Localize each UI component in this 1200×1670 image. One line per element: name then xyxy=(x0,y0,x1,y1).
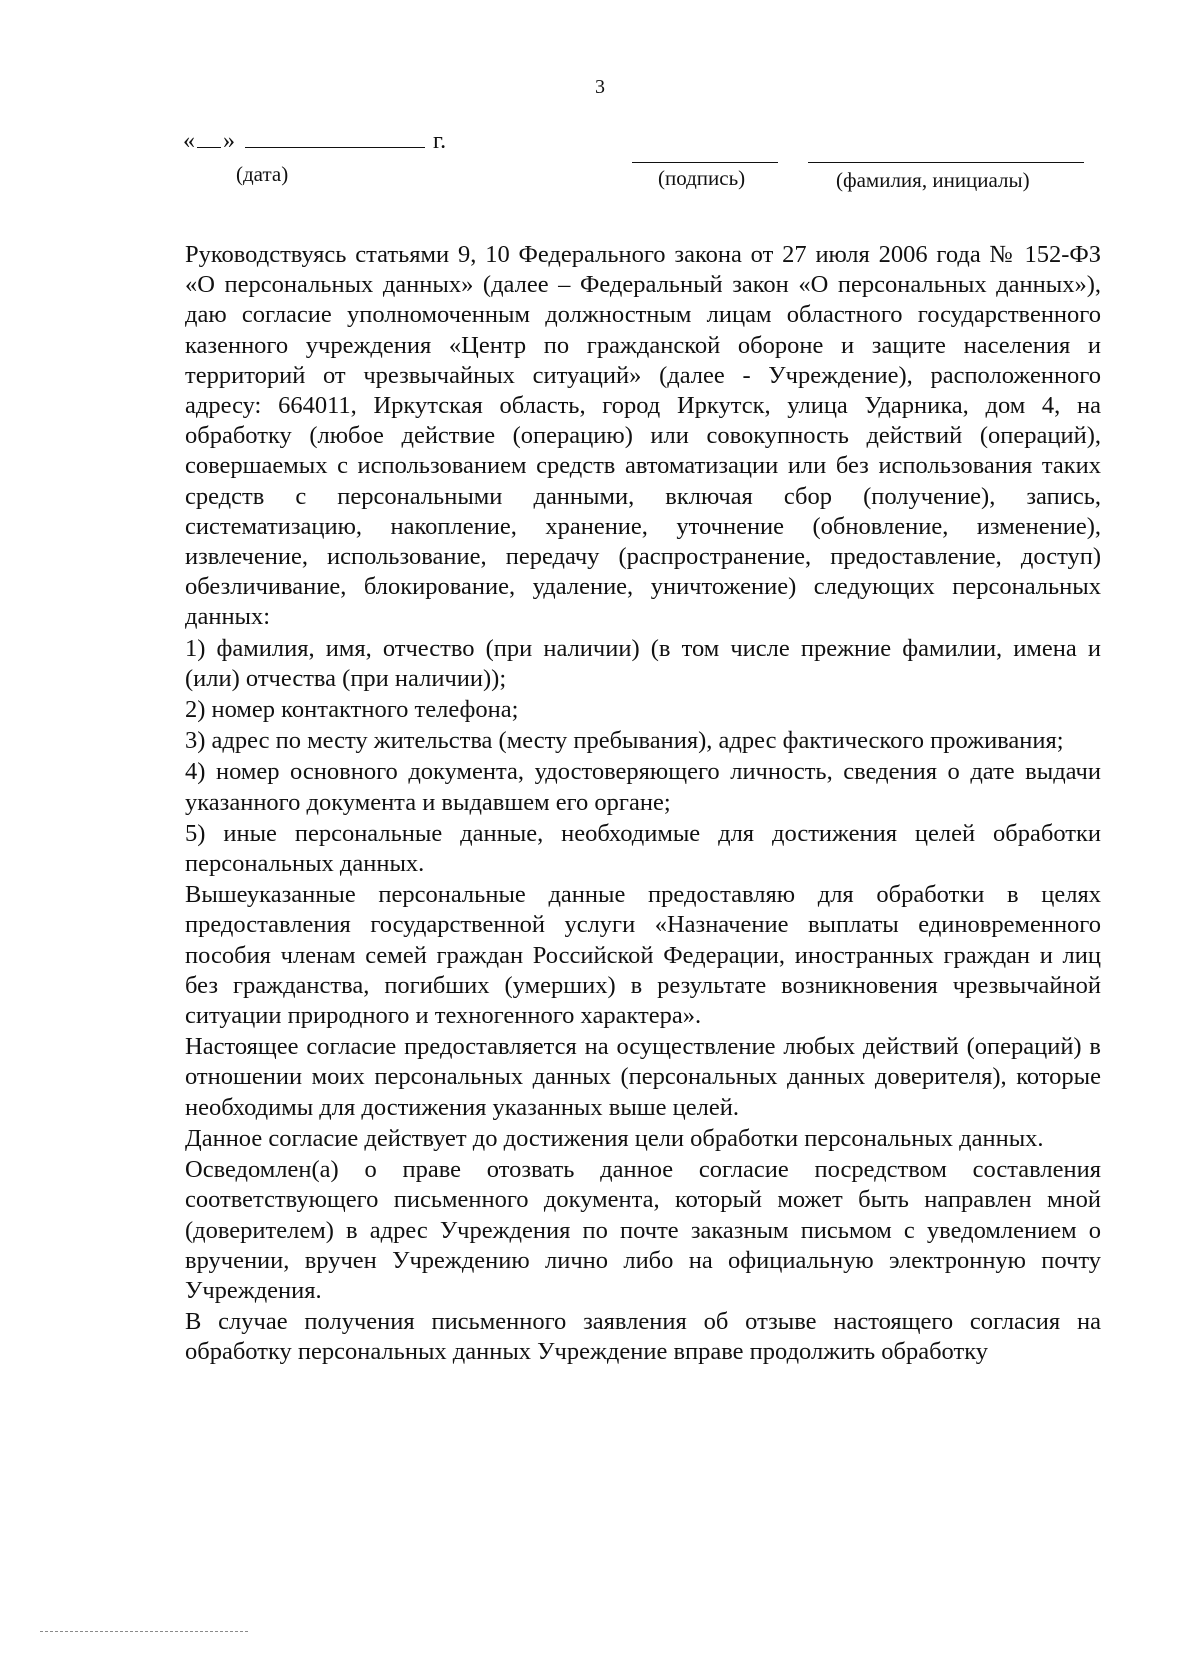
paragraph-revocation-effect: В случае получения письменного заявления об отзыве настоящего согласия на обработку персональных данных Учреждение вправе продолжить обработку xyxy=(185,1308,1101,1366)
date-close-quote: » xyxy=(223,128,235,154)
list-item-full-name: 1) фамилия, имя, отчество (при наличии) (в том числе прежние фамилии, имена и (или) отчества (при наличии)); xyxy=(185,634,1101,692)
list-item-other-data: 5) иные персональные данные, необходимые для достижения целей обработки персональных данных. xyxy=(185,819,1101,878)
date-caption: (дата) xyxy=(236,162,289,186)
paragraph-purpose: Вышеуказанные персональные данные предоставляю для обработки в целях предоставления государственной услуги «Назначение выплаты единовременного пособия членам семей граждан Российской Федерации, иностранных граждан и лиц без гражданства, погибших (умерших) в результате возникновения чрезвычайной ситуации природного и техногенного характера». xyxy=(185,881,1101,1030)
signature-block xyxy=(0,0,1200,220)
page-number: 3 xyxy=(595,76,605,98)
month-year-blank[interactable] xyxy=(245,129,425,148)
year-suffix: г. xyxy=(433,128,447,154)
date-field[interactable] xyxy=(183,128,446,155)
list-item-address: 3) адрес по месту жительства (месту пребывания), адрес фактического проживания; xyxy=(185,727,1064,755)
scan-artifact xyxy=(40,1631,248,1632)
signature-caption: (подпись) xyxy=(658,166,746,190)
paragraph-consent-intro: Руководствуясь статьями 9, 10 Федерального закона от 27 июля 2006 года № 152-ФЗ «О персональных данных» (далее – Федеральный закон «О персональных данных»), даю согласие уполномоченным должностным лицам областного государственного казенного учреждения «Центр по гражданской обороне и защите населения и территорий от чрезвычайных ситуаций» (далее - Учреждение), расположенного адресу: 664011, Иркутская область, город Иркутск, улица Ударника, дом 4, на обработку (любое действие (операцию) или совокупность действий (операций), совершаемых с использованием средств автоматизации или без использования таких средств с персональными данными, включая сбор (получение), запись, систематизацию, накопление, хранение, уточнение (обновление, изменение), извлечение, использование, передачу (распространение, предоставление, доступ) обезличивание, блокирование, удаление, уничтожение) следующих персональных данных: xyxy=(185,241,1101,631)
name-caption: (фамилия, инициалы) xyxy=(836,168,1030,192)
date-open-quote: « xyxy=(183,128,195,154)
consent-body xyxy=(185,240,1101,1369)
day-blank[interactable] xyxy=(197,129,221,148)
paragraph-validity: Данное согласие действует до достижения цели обработки персональных данных. xyxy=(185,1124,1044,1152)
paragraph-revocation-right: Осведомлен(а) о праве отозвать данное согласие посредством составления соответствующего письменного документа, который может быть направлен мной (доверителем) в адрес Учреждения по почте заказным письмом с уведомлением о вручении, вручен Учреждению лично либо на официальную электронную почту Учреждения. xyxy=(185,1156,1101,1304)
signature-line[interactable] xyxy=(632,162,778,163)
paragraph-scope: Настоящее согласие предоставляется на осуществление любых действий (операций) в отношении моих персональных данных (персональных данных доверителя), которые необходимы для достижения указанных выше целей. xyxy=(185,1033,1101,1121)
list-item-identity-document: 4) номер основного документа, удостоверяющего личность, сведения о дате выдачи указанного документа и выдавшем его органе; xyxy=(185,758,1101,816)
name-line[interactable] xyxy=(808,162,1084,163)
list-item-phone: 2) номер контактного телефона; xyxy=(185,696,519,724)
